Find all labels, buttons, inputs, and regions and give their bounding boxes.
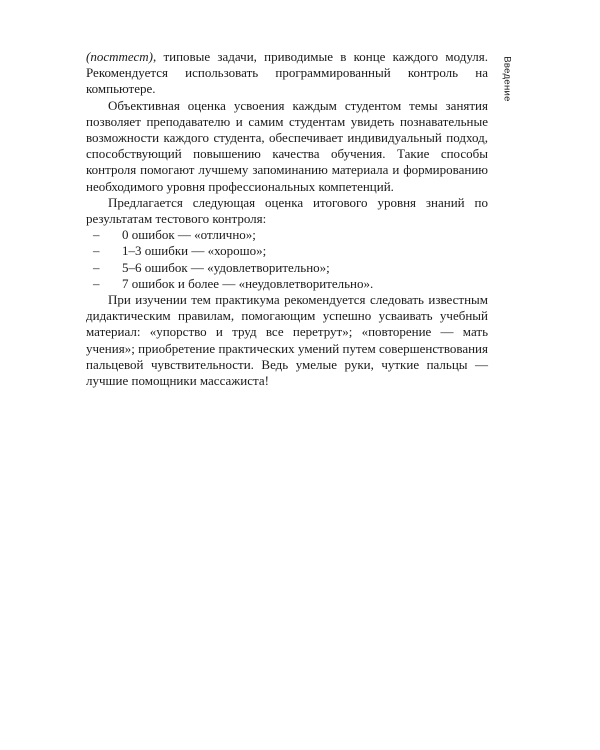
- list-dash: –: [93, 227, 100, 243]
- grading-item: [86, 243, 488, 259]
- list-dash: –: [93, 259, 100, 275]
- grading-item-text: 1–3 ошибки — «хорошо»;: [122, 243, 267, 259]
- posttest-term: (посттест): [86, 49, 153, 64]
- grading-item-text: 5–6 ошибок — «удовлетворительно»;: [122, 259, 330, 275]
- grading-list: [86, 227, 488, 292]
- grading-item: [86, 276, 488, 292]
- section-side-tab: [500, 48, 514, 110]
- paragraph-objective-assessment: Объективная оценка усвоения каждым студентом темы занятия позволяет преподавателю и самим студентам увидеть познавательные возможности каждого студента, обеспечивает индивидуальный подход, способствующий повышению качества обучения. Такие способы контроля помогают лучшему запоминанию материала и формированию необходимого уровня профессиональных компетенций.: [86, 97, 488, 194]
- list-dash: –: [93, 243, 100, 259]
- grading-item: [86, 227, 488, 243]
- paragraph-grading-intro: Предлагается следующая оценка итогового уровня знаний по результатам тестового контроля:: [86, 194, 488, 227]
- body-text: [86, 49, 488, 389]
- paragraph-posttest-rest: , типовые задачи, приводимые в конце каждого модуля. Рекомендуется использовать программированный контроль на компьютере.: [86, 49, 488, 97]
- paragraph-didactic-rules: При изучении тем практикума рекомендуется следовать известным дидактическим правилам, помогающим успешно усваивать учебный материал: «упорство и труд все перетрут»; «повторение — мать учения»; приобретение практических умений путем совершенствования пальцевой чувствительности. Ведь умелые руки, чуткие пальцы — лучшие помощники массажиста!: [86, 292, 488, 389]
- list-dash: –: [93, 275, 100, 291]
- grading-item-text: 7 ошибок и более — «неудовлетворительно».: [122, 275, 374, 291]
- grading-item-text: 0 ошибок — «отлично»;: [122, 227, 256, 243]
- section-side-label: Введение: [501, 56, 513, 102]
- paragraph-posttest: [86, 49, 488, 98]
- grading-item: [86, 260, 488, 276]
